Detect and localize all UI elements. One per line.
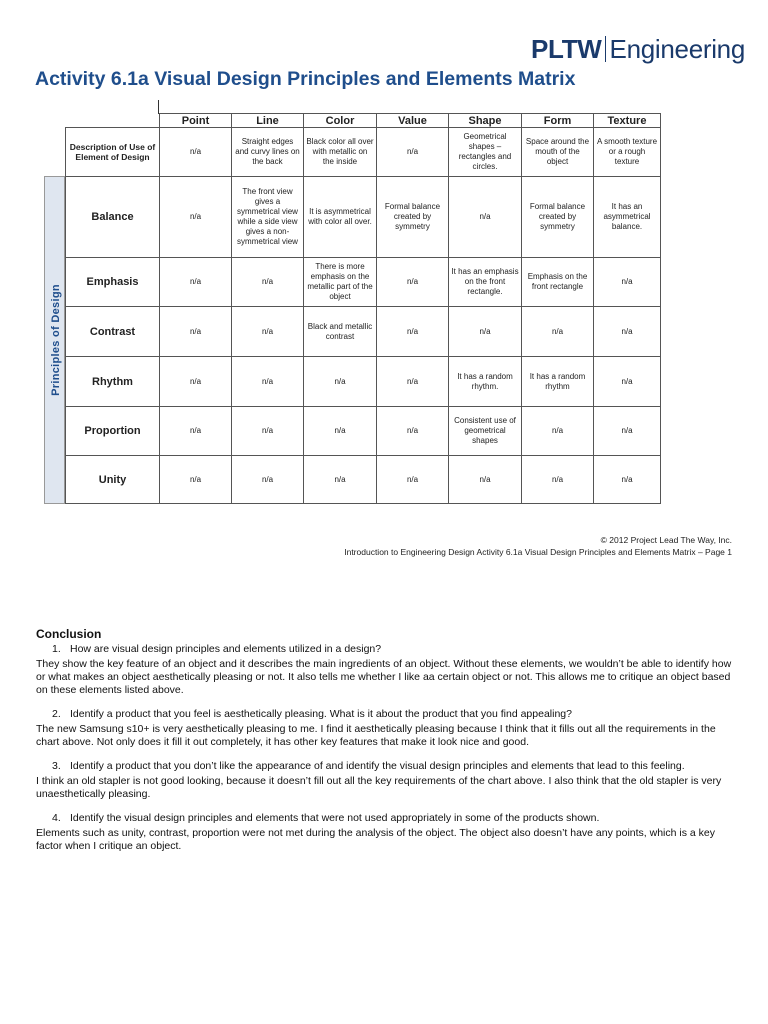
matrix-cell: n/a: [449, 456, 522, 504]
question-text: How are visual design principles and elements utilized in a design?: [70, 643, 382, 655]
question-3: [36, 760, 736, 773]
matrix-cell: n/a: [594, 357, 661, 407]
matrix-cell: n/a: [160, 128, 232, 177]
matrix-cell: n/a: [304, 407, 377, 456]
principles-side-label: Principles of Design: [50, 284, 62, 396]
conclusion-heading: Conclusion: [36, 627, 102, 641]
column-header-shape: Shape: [449, 114, 522, 128]
matrix-cell: There is more emphasis on the metallic part of the object: [304, 258, 377, 307]
question-4: [36, 812, 736, 825]
matrix-cell: n/a: [594, 258, 661, 307]
matrix-cell: Emphasis on the front rectangle: [522, 258, 594, 307]
answer-2: The new Samsung s10+ is very aesthetically pleasing to me. I find it aesthetically pleasing because I think that it fills out all the requirements in the chart above. Not only does it fill it out completely, it has other key features that make it look nice and good.: [36, 723, 716, 748]
page-title: Activity 6.1a Visual Design Principles and Elements Matrix: [35, 68, 576, 90]
column-header-texture: Texture: [594, 114, 661, 128]
answer-4: Elements such as unity, contrast, proportion were not met during the analysis of the object. The object also doesn’t have any points, which is a key factor when I critique an object.: [36, 827, 715, 852]
row-header-rhythm: Rhythm: [66, 357, 160, 407]
matrix-cell: n/a: [377, 128, 449, 177]
matrix-cell: n/a: [160, 456, 232, 504]
footer-copyright: © 2012 Project Lead The Way, Inc.: [600, 535, 732, 545]
matrix-cell: n/a: [594, 456, 661, 504]
matrix-cell: n/a: [232, 407, 304, 456]
matrix-cell: n/a: [304, 357, 377, 407]
matrix-cell: n/a: [377, 456, 449, 504]
matrix-cell: Space around the mouth of the object: [522, 128, 594, 177]
matrix-cell: n/a: [160, 177, 232, 258]
matrix-cell: n/a: [377, 407, 449, 456]
matrix-cell: Consistent use of geometrical shapes: [449, 407, 522, 456]
matrix-cell: Formal balance created by symmetry: [377, 177, 449, 258]
column-header-form: Form: [522, 114, 594, 128]
matrix-cell: n/a: [377, 357, 449, 407]
matrix-row-rhythm: [66, 357, 661, 407]
matrix-cell: n/a: [377, 307, 449, 357]
matrix-row-proportion: [66, 407, 661, 456]
matrix-row-unity: [66, 456, 661, 504]
matrix-cell: n/a: [160, 357, 232, 407]
matrix-cell: A smooth texture or a rough texture: [594, 128, 661, 177]
column-header-point: Point: [160, 114, 232, 128]
column-header-line: Line: [232, 114, 304, 128]
matrix-cell: n/a: [160, 258, 232, 307]
column-header-value: Value: [377, 114, 449, 128]
matrix-cell: n/a: [232, 307, 304, 357]
matrix-top-divider: [158, 100, 159, 114]
matrix-cell: n/a: [594, 407, 661, 456]
matrix-cell: It has a random rhythm: [522, 357, 594, 407]
matrix-cell: Black and metallic contrast: [304, 307, 377, 357]
design-matrix-table: [65, 113, 661, 504]
question-text: Identify a product that you don’t like the appearance of and identify the visual design principles and elements that lead to this feeling.: [70, 760, 685, 772]
row-header-proportion: Proportion: [66, 407, 160, 456]
row-header-emphasis: Emphasis: [66, 258, 160, 307]
conclusion-section: [36, 628, 736, 864]
logo-pltw: PLTW: [531, 34, 602, 64]
matrix-cell: Geometrical shapes – rectangles and circles.: [449, 128, 522, 177]
row-header-contrast: Contrast: [66, 307, 160, 357]
column-header-color: Color: [304, 114, 377, 128]
matrix-cell: n/a: [377, 258, 449, 307]
question-text: Identify the visual design principles and elements that were not used appropriately in some of the products shown.: [70, 812, 600, 824]
matrix-cell: Black color all over with metallic on the inside: [304, 128, 377, 177]
matrix-cell: It has an asymmetrical balance.: [594, 177, 661, 258]
matrix-cell: n/a: [522, 307, 594, 357]
matrix-corner: [66, 114, 160, 128]
question-1: [36, 643, 736, 656]
matrix-cell: It has a random rhythm.: [449, 357, 522, 407]
matrix-cell: The front view gives a symmetrical view while a side view gives a non-symmetrical view: [232, 177, 304, 258]
matrix-row-emphasis: [66, 258, 661, 307]
question-number: 3.: [52, 760, 61, 772]
matrix-header-row: [66, 114, 661, 128]
question-text: Identify a product that you feel is aesthetically pleasing. What is it about the product that you find appealing?: [70, 708, 572, 720]
matrix-row-contrast: [66, 307, 661, 357]
matrix-cell: n/a: [594, 307, 661, 357]
row-header-unity: Unity: [66, 456, 160, 504]
row-header-description: Description of Use of Element of Design: [66, 128, 160, 177]
answer-3: I think an old stapler is not good looking, because it doesn’t fill out all the key requirements of the chart above. I also think that the old stapler is very unaesthetically pleasing.: [36, 775, 722, 800]
pltw-engineering-logo: [531, 34, 745, 65]
matrix-cell: Formal balance created by symmetry: [522, 177, 594, 258]
matrix-cell: It is asymmetrical with color all over.: [304, 177, 377, 258]
question-number: 4.: [52, 812, 61, 824]
matrix-cell: n/a: [232, 456, 304, 504]
matrix-cell: It has an emphasis on the front rectangle.: [449, 258, 522, 307]
question-number: 2.: [52, 708, 61, 720]
matrix-cell: n/a: [232, 357, 304, 407]
matrix-cell: n/a: [522, 456, 594, 504]
logo-divider: [605, 36, 606, 62]
question-2: [36, 708, 736, 721]
matrix-row-balance: [66, 177, 661, 258]
question-number: 1.: [52, 643, 61, 655]
matrix-cell: n/a: [160, 307, 232, 357]
footer-course-line: Introduction to Engineering Design Activity 6.1a Visual Design Principles and Elements Matrix – Page 1: [344, 547, 732, 557]
matrix-cell: n/a: [304, 456, 377, 504]
row-header-balance: Balance: [66, 177, 160, 258]
answer-1: They show the key feature of an object and it describes the main ingredients of an object. Without these elements, we wouldn’t be able to identify how or what makes an object aesthetically pleasing or not. It also tells me whether I like aa certain object or not. This allows me to critique an object based on these elements listed above.: [36, 658, 732, 696]
matrix-cell: Straight edges and curvy lines on the back: [232, 128, 304, 177]
matrix-row-description: [66, 128, 661, 177]
matrix-cell: n/a: [522, 407, 594, 456]
matrix-cell: n/a: [449, 307, 522, 357]
matrix-cell: n/a: [449, 177, 522, 258]
logo-engineering: Engineering: [609, 34, 746, 64]
matrix-cell: n/a: [160, 407, 232, 456]
matrix-cell: n/a: [232, 258, 304, 307]
